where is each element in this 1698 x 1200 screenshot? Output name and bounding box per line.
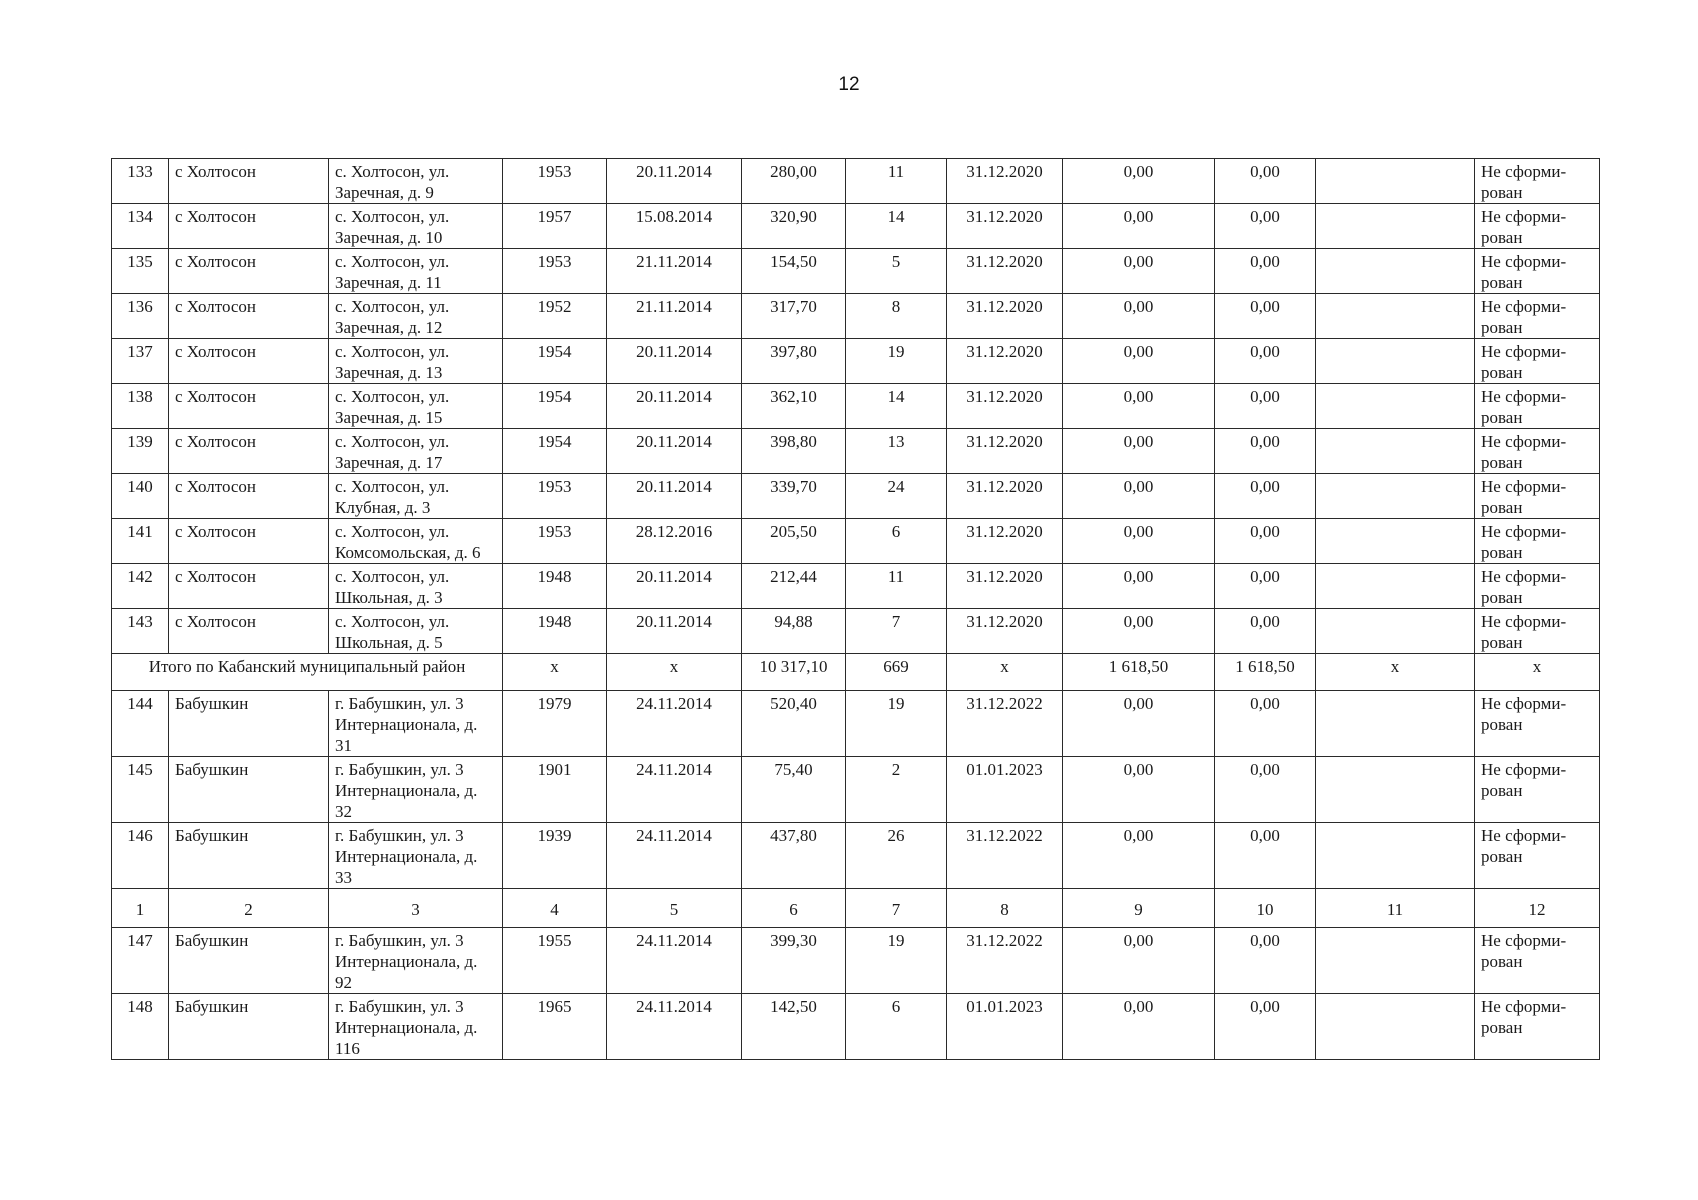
status-cell: Не сформи-рован xyxy=(1475,294,1600,339)
status-cell: Не сформи-рован xyxy=(1475,994,1600,1060)
row-number: 145 xyxy=(112,757,169,823)
total-v9-cell: 1 618,50 xyxy=(1063,654,1215,691)
column-number-cell: 3 xyxy=(329,889,503,928)
residents-cell: 19 xyxy=(846,691,947,757)
row-number: 136 xyxy=(112,294,169,339)
status-cell: Не сформи-рован xyxy=(1475,429,1600,474)
table-row xyxy=(112,519,1600,564)
status-cell: Не сформи-рован xyxy=(1475,519,1600,564)
residents-cell: 5 xyxy=(846,249,947,294)
residents-cell: 26 xyxy=(846,823,947,889)
value-9-cell: 0,00 xyxy=(1063,429,1215,474)
area-cell: 94,88 xyxy=(742,609,846,654)
area-cell: 520,40 xyxy=(742,691,846,757)
value-9-cell: 0,00 xyxy=(1063,994,1215,1060)
value-10-cell: 0,00 xyxy=(1215,249,1316,294)
value-10-cell: 0,00 xyxy=(1215,384,1316,429)
address-cell: г. Бабушкин, ул. 3 Интернационала, д. 31 xyxy=(329,691,503,757)
deadline-cell: 31.12.2022 xyxy=(947,928,1063,994)
address-cell: с. Холтосон, ул. Клубная, д. 3 xyxy=(329,474,503,519)
total-label: Итого по Кабанский муниципальный район xyxy=(112,654,503,691)
area-cell: 205,50 xyxy=(742,519,846,564)
residents-cell: 8 xyxy=(846,294,947,339)
table-row xyxy=(112,429,1600,474)
year-cell: 1954 xyxy=(503,429,607,474)
value-10-cell: 0,00 xyxy=(1215,757,1316,823)
deadline-cell: 01.01.2023 xyxy=(947,994,1063,1060)
deadline-cell: 31.12.2020 xyxy=(947,429,1063,474)
address-cell: с. Холтосон, ул. Комсомольская, д. 6 xyxy=(329,519,503,564)
year-cell: 1954 xyxy=(503,384,607,429)
table-row xyxy=(112,294,1600,339)
value-11-cell xyxy=(1316,294,1475,339)
total-residents-cell: 669 xyxy=(846,654,947,691)
residents-cell: 6 xyxy=(846,519,947,564)
date-cell: 24.11.2014 xyxy=(607,691,742,757)
date-cell: 20.11.2014 xyxy=(607,159,742,204)
value-10-cell: 0,00 xyxy=(1215,823,1316,889)
value-9-cell: 0,00 xyxy=(1063,249,1215,294)
address-cell: с. Холтосон, ул. Заречная, д. 10 xyxy=(329,204,503,249)
value-10-cell: 0,00 xyxy=(1215,204,1316,249)
status-cell: Не сформи-рован xyxy=(1475,564,1600,609)
status-cell: Не сформи-рован xyxy=(1475,757,1600,823)
address-cell: г. Бабушкин, ул. 3 Интернационала, д. 92 xyxy=(329,928,503,994)
date-cell: 20.11.2014 xyxy=(607,429,742,474)
date-cell: 15.08.2014 xyxy=(607,204,742,249)
address-cell: г. Бабушкин, ул. 3 Интернационала, д. 33 xyxy=(329,823,503,889)
column-number-cell: 4 xyxy=(503,889,607,928)
residents-cell: 6 xyxy=(846,994,947,1060)
table-row xyxy=(112,609,1600,654)
page-number: 12 xyxy=(838,74,860,95)
year-cell: 1965 xyxy=(503,994,607,1060)
value-11-cell xyxy=(1316,474,1475,519)
deadline-cell: 31.12.2020 xyxy=(947,204,1063,249)
column-number-cell: 1 xyxy=(112,889,169,928)
total-v10-cell: 1 618,50 xyxy=(1215,654,1316,691)
settlement-cell: Бабушкин xyxy=(169,823,329,889)
table-row xyxy=(112,204,1600,249)
year-cell: 1954 xyxy=(503,339,607,384)
value-9-cell: 0,00 xyxy=(1063,928,1215,994)
value-11-cell xyxy=(1316,994,1475,1060)
value-10-cell: 0,00 xyxy=(1215,609,1316,654)
area-cell: 154,50 xyxy=(742,249,846,294)
table-row xyxy=(112,691,1600,757)
table-row xyxy=(112,928,1600,994)
status-cell: Не сформи-рован xyxy=(1475,928,1600,994)
deadline-cell: 31.12.2020 xyxy=(947,159,1063,204)
column-number-cell: 10 xyxy=(1215,889,1316,928)
column-number-cell: 5 xyxy=(607,889,742,928)
status-cell: Не сформи-рован xyxy=(1475,249,1600,294)
value-10-cell: 0,00 xyxy=(1215,339,1316,384)
value-10-cell: 0,00 xyxy=(1215,564,1316,609)
residents-cell: 24 xyxy=(846,474,947,519)
deadline-cell: 31.12.2020 xyxy=(947,519,1063,564)
value-9-cell: 0,00 xyxy=(1063,474,1215,519)
settlement-cell: с Холтосон xyxy=(169,474,329,519)
value-9-cell: 0,00 xyxy=(1063,339,1215,384)
value-10-cell: 0,00 xyxy=(1215,429,1316,474)
value-10-cell: 0,00 xyxy=(1215,994,1316,1060)
deadline-cell: 01.01.2023 xyxy=(947,757,1063,823)
address-cell: с. Холтосон, ул. Заречная, д. 13 xyxy=(329,339,503,384)
value-10-cell: 0,00 xyxy=(1215,519,1316,564)
area-cell: 142,50 xyxy=(742,994,846,1060)
total-year-cell: х xyxy=(503,654,607,691)
date-cell: 24.11.2014 xyxy=(607,757,742,823)
area-cell: 280,00 xyxy=(742,159,846,204)
column-number-cell: 7 xyxy=(846,889,947,928)
address-cell: с. Холтосон, ул. Заречная, д. 12 xyxy=(329,294,503,339)
value-11-cell xyxy=(1316,564,1475,609)
status-cell: Не сформи-рован xyxy=(1475,609,1600,654)
row-number: 141 xyxy=(112,519,169,564)
residents-cell: 2 xyxy=(846,757,947,823)
column-number-cell: 2 xyxy=(169,889,329,928)
deadline-cell: 31.12.2022 xyxy=(947,691,1063,757)
address-cell: с. Холтосон, ул. Школьная, д. 3 xyxy=(329,564,503,609)
row-number: 135 xyxy=(112,249,169,294)
year-cell: 1948 xyxy=(503,609,607,654)
status-cell: Не сформи-рован xyxy=(1475,691,1600,757)
value-11-cell xyxy=(1316,928,1475,994)
area-cell: 75,40 xyxy=(742,757,846,823)
address-cell: г. Бабушкин, ул. 3 Интернационала, д. 32 xyxy=(329,757,503,823)
year-cell: 1939 xyxy=(503,823,607,889)
settlement-cell: Бабушкин xyxy=(169,691,329,757)
value-9-cell: 0,00 xyxy=(1063,691,1215,757)
status-cell: Не сформи-рован xyxy=(1475,823,1600,889)
column-number-cell: 8 xyxy=(947,889,1063,928)
address-cell: с. Холтосон, ул. Школьная, д. 5 xyxy=(329,609,503,654)
value-11-cell xyxy=(1316,691,1475,757)
row-number: 147 xyxy=(112,928,169,994)
area-cell: 437,80 xyxy=(742,823,846,889)
deadline-cell: 31.12.2020 xyxy=(947,294,1063,339)
value-11-cell xyxy=(1316,757,1475,823)
date-cell: 20.11.2014 xyxy=(607,474,742,519)
year-cell: 1957 xyxy=(503,204,607,249)
residents-cell: 11 xyxy=(846,564,947,609)
total-deadline-cell: х xyxy=(947,654,1063,691)
year-cell: 1901 xyxy=(503,757,607,823)
year-cell: 1953 xyxy=(503,519,607,564)
value-9-cell: 0,00 xyxy=(1063,384,1215,429)
table-row xyxy=(112,994,1600,1060)
value-10-cell: 0,00 xyxy=(1215,294,1316,339)
deadline-cell: 31.12.2020 xyxy=(947,564,1063,609)
address-cell: с. Холтосон, ул. Заречная, д. 11 xyxy=(329,249,503,294)
year-cell: 1953 xyxy=(503,159,607,204)
year-cell: 1952 xyxy=(503,294,607,339)
residents-cell: 19 xyxy=(846,928,947,994)
row-number: 137 xyxy=(112,339,169,384)
table-row xyxy=(112,823,1600,889)
status-cell: Не сформи-рован xyxy=(1475,339,1600,384)
table-row xyxy=(112,249,1600,294)
settlement-cell: с Холтосон xyxy=(169,564,329,609)
settlement-cell: с Холтосон xyxy=(169,609,329,654)
date-cell: 24.11.2014 xyxy=(607,994,742,1060)
value-10-cell: 0,00 xyxy=(1215,159,1316,204)
date-cell: 28.12.2016 xyxy=(607,519,742,564)
column-number-cell: 6 xyxy=(742,889,846,928)
total-row xyxy=(112,654,1600,691)
residents-cell: 14 xyxy=(846,204,947,249)
row-number: 142 xyxy=(112,564,169,609)
column-number-cell: 12 xyxy=(1475,889,1600,928)
value-9-cell: 0,00 xyxy=(1063,609,1215,654)
settlement-cell: с Холтосон xyxy=(169,339,329,384)
area-cell: 212,44 xyxy=(742,564,846,609)
area-cell: 362,10 xyxy=(742,384,846,429)
settlement-cell: с Холтосон xyxy=(169,429,329,474)
settlement-cell: с Холтосон xyxy=(169,519,329,564)
year-cell: 1948 xyxy=(503,564,607,609)
value-9-cell: 0,00 xyxy=(1063,823,1215,889)
settlement-cell: Бабушкин xyxy=(169,928,329,994)
total-v11-cell: х xyxy=(1316,654,1475,691)
total-status-cell: х xyxy=(1475,654,1600,691)
date-cell: 24.11.2014 xyxy=(607,928,742,994)
address-cell: с. Холтосон, ул. Заречная, д. 15 xyxy=(329,384,503,429)
value-11-cell xyxy=(1316,429,1475,474)
date-cell: 24.11.2014 xyxy=(607,823,742,889)
year-cell: 1953 xyxy=(503,249,607,294)
date-cell: 21.11.2014 xyxy=(607,249,742,294)
area-cell: 339,70 xyxy=(742,474,846,519)
value-9-cell: 0,00 xyxy=(1063,519,1215,564)
value-11-cell xyxy=(1316,384,1475,429)
area-cell: 399,30 xyxy=(742,928,846,994)
residents-cell: 14 xyxy=(846,384,947,429)
deadline-cell: 31.12.2020 xyxy=(947,339,1063,384)
date-cell: 20.11.2014 xyxy=(607,339,742,384)
table-row xyxy=(112,384,1600,429)
date-cell: 20.11.2014 xyxy=(607,609,742,654)
row-number: 146 xyxy=(112,823,169,889)
area-cell: 320,90 xyxy=(742,204,846,249)
deadline-cell: 31.12.2020 xyxy=(947,474,1063,519)
table-row xyxy=(112,474,1600,519)
residents-cell: 7 xyxy=(846,609,947,654)
total-date-cell: х xyxy=(607,654,742,691)
value-10-cell: 0,00 xyxy=(1215,691,1316,757)
status-cell: Не сформи-рован xyxy=(1475,474,1600,519)
deadline-cell: 31.12.2022 xyxy=(947,823,1063,889)
deadline-cell: 31.12.2020 xyxy=(947,384,1063,429)
residents-cell: 13 xyxy=(846,429,947,474)
address-cell: с. Холтосон, ул. Заречная, д. 9 xyxy=(329,159,503,204)
value-9-cell: 0,00 xyxy=(1063,564,1215,609)
row-number: 148 xyxy=(112,994,169,1060)
total-area-cell: 10 317,10 xyxy=(742,654,846,691)
settlement-cell: с Холтосон xyxy=(169,294,329,339)
row-number: 134 xyxy=(112,204,169,249)
value-10-cell: 0,00 xyxy=(1215,474,1316,519)
residents-cell: 11 xyxy=(846,159,947,204)
value-11-cell xyxy=(1316,249,1475,294)
table-row xyxy=(112,757,1600,823)
row-number: 144 xyxy=(112,691,169,757)
status-cell: Не сформи-рован xyxy=(1475,159,1600,204)
value-11-cell xyxy=(1316,609,1475,654)
status-cell: Не сформи-рован xyxy=(1475,204,1600,249)
row-number: 139 xyxy=(112,429,169,474)
area-cell: 397,80 xyxy=(742,339,846,384)
table-row xyxy=(112,159,1600,204)
table-row xyxy=(112,564,1600,609)
row-number: 138 xyxy=(112,384,169,429)
column-number-cell: 9 xyxy=(1063,889,1215,928)
settlement-cell: с Холтосон xyxy=(169,384,329,429)
settlement-cell: Бабушкин xyxy=(169,757,329,823)
value-9-cell: 0,00 xyxy=(1063,294,1215,339)
housing-registry-table xyxy=(111,158,1600,1060)
year-cell: 1979 xyxy=(503,691,607,757)
status-cell: Не сформи-рован xyxy=(1475,384,1600,429)
value-10-cell: 0,00 xyxy=(1215,928,1316,994)
deadline-cell: 31.12.2020 xyxy=(947,249,1063,294)
date-cell: 21.11.2014 xyxy=(607,294,742,339)
year-cell: 1953 xyxy=(503,474,607,519)
row-number: 140 xyxy=(112,474,169,519)
residents-cell: 19 xyxy=(846,339,947,384)
value-9-cell: 0,00 xyxy=(1063,757,1215,823)
row-number: 143 xyxy=(112,609,169,654)
settlement-cell: с Холтосон xyxy=(169,204,329,249)
value-9-cell: 0,00 xyxy=(1063,159,1215,204)
table-row xyxy=(112,339,1600,384)
row-number: 133 xyxy=(112,159,169,204)
deadline-cell: 31.12.2020 xyxy=(947,609,1063,654)
year-cell: 1955 xyxy=(503,928,607,994)
column-number-cell: 11 xyxy=(1316,889,1475,928)
value-11-cell xyxy=(1316,339,1475,384)
area-cell: 317,70 xyxy=(742,294,846,339)
settlement-cell: с Холтосон xyxy=(169,159,329,204)
area-cell: 398,80 xyxy=(742,429,846,474)
value-11-cell xyxy=(1316,159,1475,204)
value-9-cell: 0,00 xyxy=(1063,204,1215,249)
value-11-cell xyxy=(1316,519,1475,564)
column-number-row xyxy=(112,889,1600,928)
value-11-cell xyxy=(1316,823,1475,889)
settlement-cell: Бабушкин xyxy=(169,994,329,1060)
address-cell: г. Бабушкин, ул. 3 Интернационала, д. 116 xyxy=(329,994,503,1060)
value-11-cell xyxy=(1316,204,1475,249)
settlement-cell: с Холтосон xyxy=(169,249,329,294)
address-cell: с. Холтосон, ул. Заречная, д. 17 xyxy=(329,429,503,474)
date-cell: 20.11.2014 xyxy=(607,384,742,429)
date-cell: 20.11.2014 xyxy=(607,564,742,609)
